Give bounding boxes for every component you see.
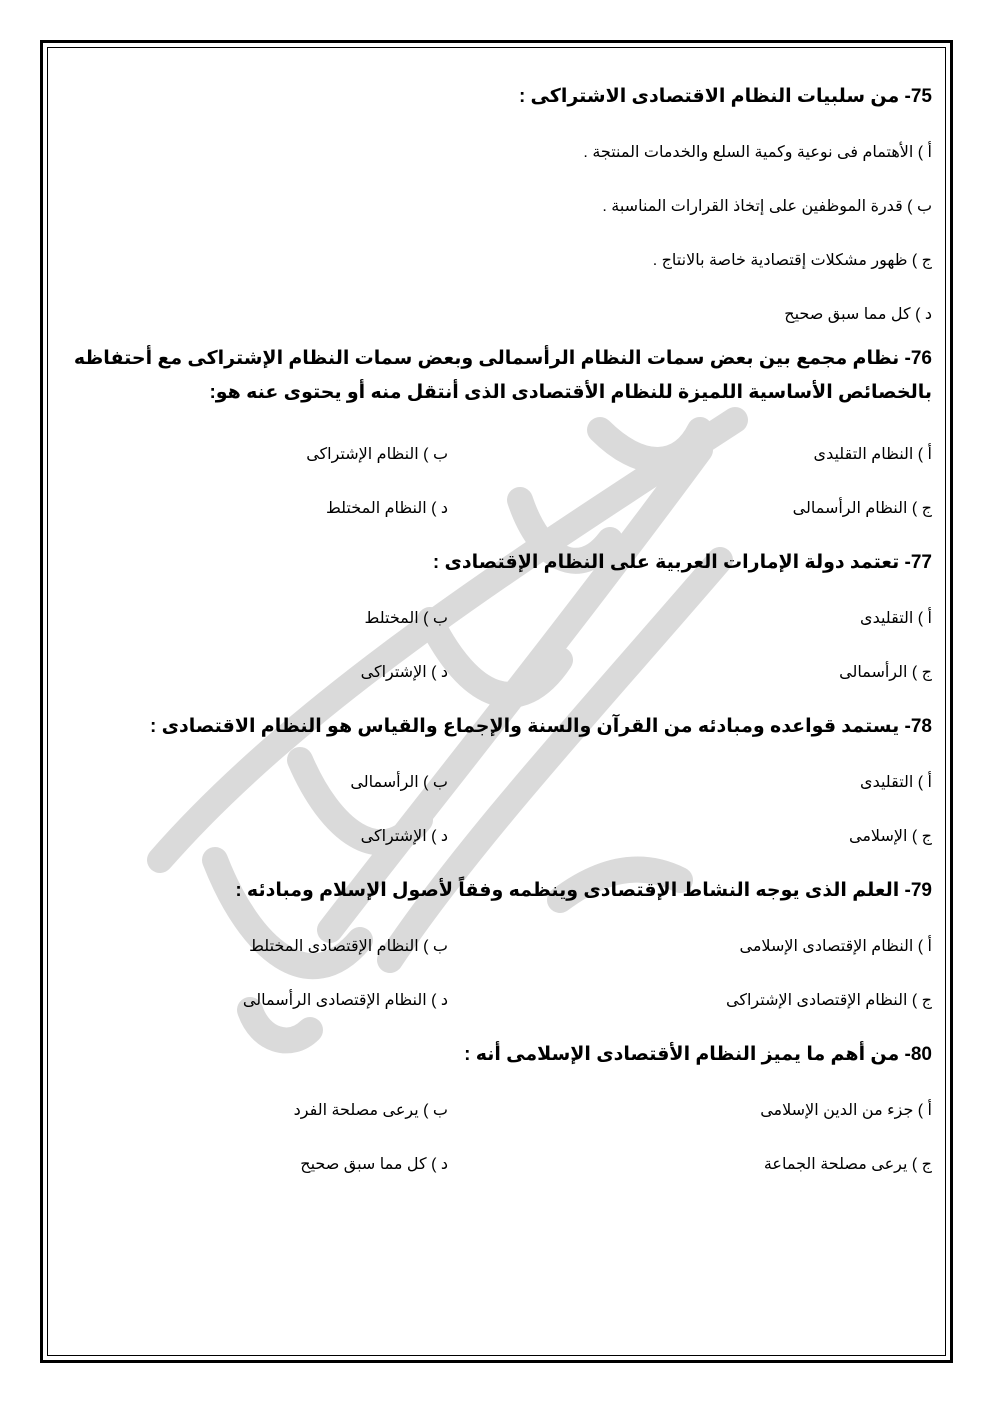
question-80-option-b: ب ) يرعى مصلحة الفرد [293,1102,448,1119]
question-76-options-row-2 [60,492,932,546]
question-75-option-d: د ) كل مما سبق صحيح [784,306,932,323]
question-79-option-b: ب ) النظام الإقتصادى المختلط [249,938,448,955]
question-78-option-a: أ ) التقليدى [860,774,932,791]
question-75-option-c: ج ) ظهور مشكلات إقتصادية خاصة بالانتاج . [652,252,932,269]
question-79-option-d: د ) النظام الإقتصادى الرأسمالى [242,992,448,1009]
question-80-options-row-2 [60,1148,932,1202]
question-79-option-a: أ ) النظام الإقتصادى الإسلامى [739,938,932,955]
question-80-option-a: أ ) جزء من الدين الإسلامى [760,1102,932,1119]
question-80-title: 80- من أهم ما يميز النظام الأقتصادى الإسلامى أنه : [464,1044,932,1065]
question-77-title: 77- تعتمد دولة الإمارات العربية على النظام الإقتصادى : [432,552,932,573]
question-80-option-d: د ) كل مما سبق صحيح [300,1156,448,1173]
question-80-options-row-1 [60,1094,932,1148]
question-77-option-a: أ ) التقليدى [860,610,932,627]
question-77-option-b: ب ) المختلط [364,610,448,627]
question-77-option-d: د ) الإشتراكى [360,664,448,681]
question-76-options-row-1 [60,438,932,492]
question-78-title: 78- يستمد قواعده ومبادئه من القرآن والسنة والإجماع والقياس هو النظام الاقتصادى : [150,716,932,737]
question-78-option-c: ج ) الإسلامى [849,828,932,845]
question-76-title: 76- نظام مجمع بين بعض سمات النظام الرأسمالى وبعض سمات النظام الإشتراكى مع أحتفاظه بالخصائص الأساسية اللميزة للنظام الأقتصادى الذى أنتقل منه أو يحتوى عنه هو: [73,348,932,403]
question-75-option-b: ب ) قدرة الموظفين على إتخاذ القرارات المناسبة . [602,198,932,215]
question-76-option-b: ب ) النظام الإشتراكى [306,446,448,463]
question-76-option-c: ج ) النظام الرأسمالى [792,500,932,517]
question-79-option-c: ج ) النظام الإقتصادى الإشتراكى [726,992,932,1009]
question-79-options-row-2 [60,984,932,1038]
question-77-option-c: ج ) الرأسمالى [839,664,932,681]
question-80-option-c: ج ) يرعى مصلحة الجماعة [763,1156,932,1173]
question-78-options-row-2 [60,820,932,874]
question-76-option-d: د ) النظام المختلط [325,500,448,517]
question-77-options-row-2 [60,656,932,710]
question-75-option-a: أ ) الأهتمام فى نوعية وكمية السلع والخدمات المنتجة . [583,144,932,161]
question-77-options-row-1 [60,602,932,656]
exam-content [60,80,932,1202]
question-75-title: 75- من سلبيات النظام الاقتصادى الاشتراكى : [518,86,932,107]
question-79-options-row-1 [60,930,932,984]
question-78-options-row-1 [60,766,932,820]
question-76-option-a: أ ) النظام التقليدى [813,446,932,463]
question-78-option-d: د ) الإشتراكى [360,828,448,845]
question-79-title: 79- العلم الذى يوجه النشاط الإقتصادى وينظمه وفقاً لأصول الإسلام ومبادئه : [235,880,932,901]
question-78-option-b: ب ) الرأسمالى [350,774,448,791]
